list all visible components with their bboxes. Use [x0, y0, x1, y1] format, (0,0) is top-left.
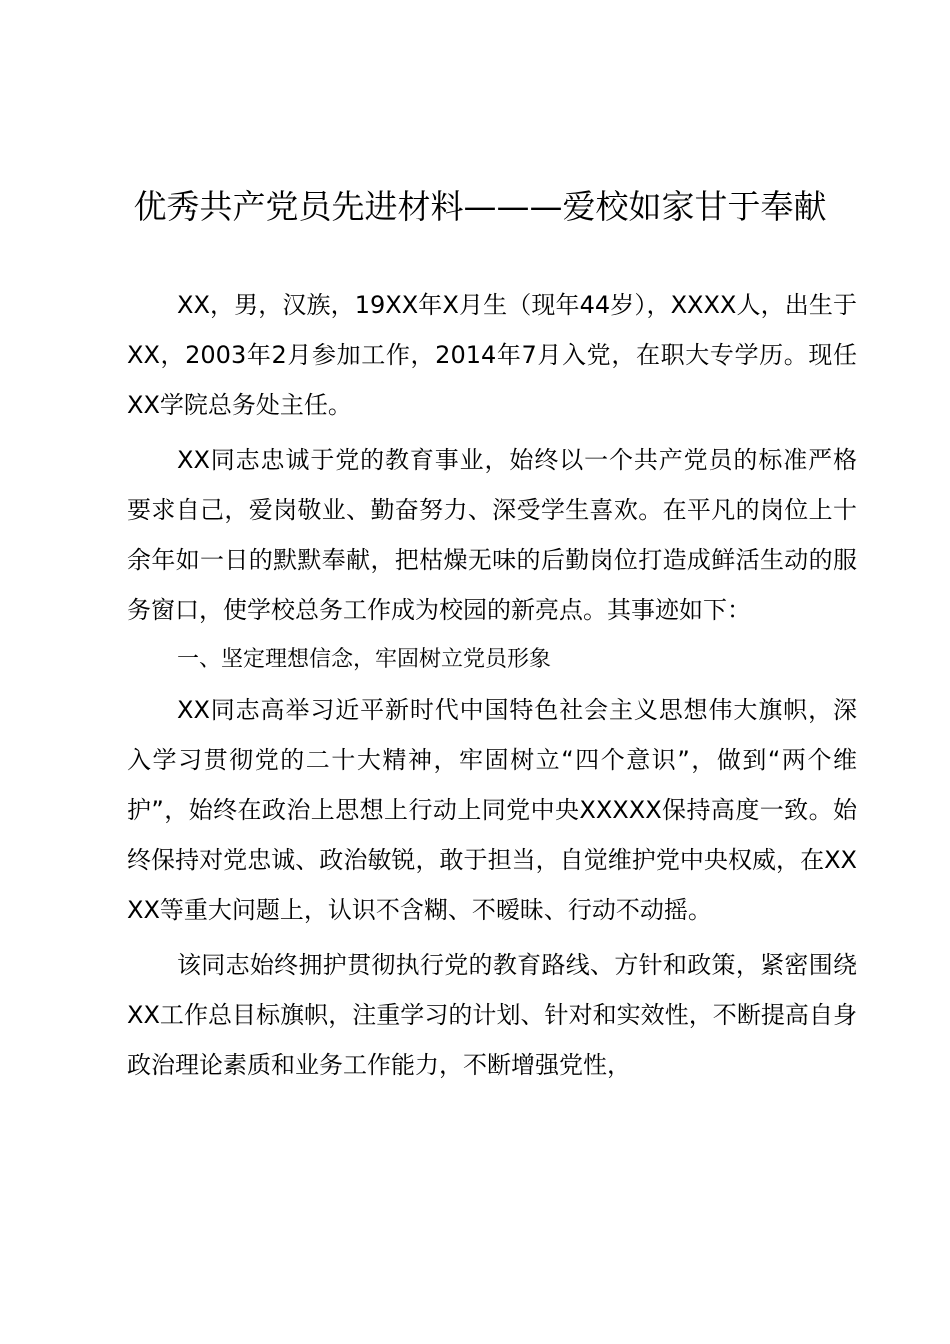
paragraph-intro: XX同志忠诚于党的教育事业，始终以一个共产党员的标准严格要求自己，爱岗敬业、勤奋努力、深受学生喜欢。在平凡的岗位上十余年如一日的默默奉献，把枯燥无味的后勤岗位打造成鲜活生动的服务窗口，使学校总务工作成为校园的新亮点。其事迹如下： [127, 446, 857, 624]
document-body [127, 280, 857, 1090]
paragraph-study: 该同志始终拥护贯彻执行党的教育路线、方针和政策，紧密围绕XX工作总目标旗帜，注重学习的计划、针对和实效性，不断提高自身政治理论素质和业务工作能力，不断增强党性， [127, 951, 857, 1079]
paragraph-profile: XX，男，汉族，19XX年X月生（现年44岁），XXXX人，出生于XX，2003年2月参加工作，2014年7月入党，在职大专学历。现任XX学院总务处主任。 [127, 291, 857, 419]
paragraph-political: XX同志高举习近平新时代中国特色社会主义思想伟大旗帜，深入学习贯彻党的二十大精神，牢固树立“四个意识”，做到“两个维护”，始终在政治上思想上行动上同党中央XXXXX保持高度一致。始终保持对党忠诚、政治敏锐，敢于担当，自觉维护党中央权威，在XXXX等重大问题上，认识不含糊、不暧昧、行动不动摇。 [127, 696, 857, 924]
section-heading: 一、坚定理想信念，牢固树立党员形象 [177, 647, 552, 672]
document-title: 优秀共产党员先进材料———爱校如家甘于奉献 [133, 187, 827, 226]
